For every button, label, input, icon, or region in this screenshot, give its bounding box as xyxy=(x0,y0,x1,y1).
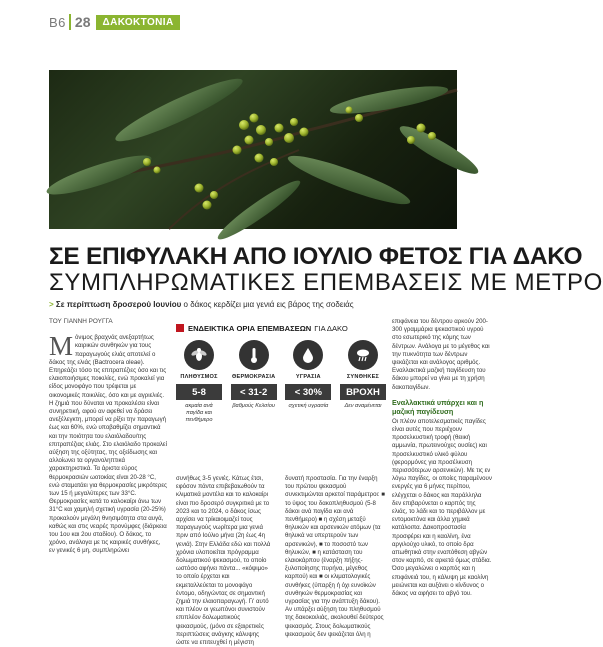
section-tag xyxy=(49,14,180,30)
column-1-text: όνιμος βραχνάς ανεξαρτήτως καιρικών συνθηκών για τους παραγωγούς ελιάς αποτελεί ο δάκος της ελιάς (Bactrocera oleae). Επηρεάζει τόσο τις επιτραπέζιες όσο και τις ελαιοποιήσιμες ποικιλίες, ενώ προκαλεί για είδος μονοφάγο που τρέφεται με οικονομικές ποικιλίες, όσο και με αγριελιές. Η ζημιά που δύναται να προκαλέσει είναι συνηρετική, αφού αν αφεθεί να δράσει ανεξέλεγκτη, μπορεί να ρίξει την παραγωγή έως και 60%, ενώ υποβαθμίζει σημαντικά και την ποιότητα του ελαιόλαδου/της επιτραπέζιας ελιάς. Στο ελαιόλαδο προκαλεί αύξηση της οξύτητας, της οξείδωσης και αλλοίωνει τα οργανοληπτικά χαρακτηριστικά. Τα άριστα εύρος θερμοκρασιών ωοτοκίας είναι 20-28 °C, ενώ σταματάει για θερμοκρασίες μικρότερες των 15 ή μεγαλύτερες των 33°C. Θερμοκρασίες κατά το καλοκαίρι άνω των 31°C και χαμηλή σχετική υγρασία (20-25%) προκαλούν μεγάλη θνησιμότητα στα αυγά, καθώς και στις νεαρές προνύμφες (διάρκεια του 1ου και 2ου σταδίου). Ο δάκος, το χρόνο, ανάλογα με τις καιρικές συνθήκες, εν γενικές 6 μη, συμπληρώνει xyxy=(49,334,167,555)
fly-icon xyxy=(184,340,214,370)
lead-text xyxy=(49,300,354,309)
humidity-icon xyxy=(293,340,323,370)
article-column-4 xyxy=(392,318,492,598)
section-name: ΔΑΚΟΚΤΟΝΙΑ xyxy=(96,15,179,30)
infobox-title-bold: ΕΝΔΕΙΚΤΙΚΑ ΟΡΙΑ ΕΠΕΜΒΑΣΕΩΝ xyxy=(188,323,312,333)
subheading: Εναλλακτικά υπάρχει και η μαζική παγίδευση xyxy=(392,397,484,416)
infobox-title-rest: ΓΙΑ ΔΑΚΟ xyxy=(314,323,348,333)
indicator-row xyxy=(176,340,386,424)
article-column-2 xyxy=(176,475,271,647)
indicator-humidity xyxy=(285,340,331,424)
indicator-value: 5-8 xyxy=(176,384,222,400)
indicator-note: βαθμούς Κελσίου xyxy=(232,403,275,409)
headline-sub: ΣΥΜΠΛΗΡΩΜΑΤΙΚΕΣ ΕΠΕΜΒΑΣΕΙΣ ΜΕ ΜΕΤΡΟ xyxy=(49,269,603,296)
title-marker xyxy=(176,324,184,332)
thermometer-icon xyxy=(239,340,269,370)
indicator-conditions xyxy=(340,340,386,424)
indicator-label: ΥΓΡΑΣΙΑ xyxy=(295,374,321,380)
dropcap: Μ xyxy=(49,331,74,362)
page-header xyxy=(0,0,500,42)
column-4-text-b: Οι πλέον αποτελεσματικές παγίδες είναι αυτές που περιέχουν προσελκυστική τροφή (θειική αμμωνία, πρωτεινούχες ουσίες) και προσελκυστικό υλικό φύλου (φερορμόνες για προσέλκυση περισσότερων αρσενικών). Με τις εν λόγω παγίδες, οι οποίες παραμένουν ενεργές για 6 μήνες περίπου, ελέγχεται ο δάκος και παράλληλα δεν επιβαρύνεται ο καρπός της ελιάς, το λάδι και το περιβάλλον με εντομοκτόνα και άλλα χημικά κατάλοιπα. Δακοπροστασία προσφέρει και η καολίνη, ένα αργιλούχο υλικό, το οποίο δρα απωθητικά στην εναπόθεση αβγών στον καρπό, σε αρκετά όμως στάδια. Όσο μεγαλώνει ο καρπός και η επιφάνειά του, η κάλυψη με καολίνη μειώνεται και αυξάνει ο κίνδυνος ο δάκος να αφήσει το αβγό του. xyxy=(392,417,492,598)
page-number: 28 xyxy=(69,14,91,30)
lead-rest: ο δάκος κερδίζει μια γενιά εις βάρος της σοδειάς xyxy=(181,300,354,309)
indicator-note: ακμαία ανά παγίδα και πενθήμερο xyxy=(185,403,213,423)
indicator-temperature xyxy=(231,340,277,424)
indicator-label: ΠΛΗΘΥΣΜΟΣ xyxy=(180,374,218,380)
indicator-note: Δεν αναμένεται xyxy=(344,403,382,409)
lead-bold: Σε περίπτωση δροσερού Ιουνίου xyxy=(55,300,182,309)
indicator-note: σχετική υγρασία xyxy=(288,403,329,409)
indicator-population xyxy=(176,340,222,424)
byline: ΤΟΥ ΓΙΑΝΝΗ ΡΟΥΓΓΑ xyxy=(49,318,113,325)
indicator-value: < 30% xyxy=(285,384,331,400)
indicator-value: < 31-2 xyxy=(231,384,277,400)
headline-main: ΣΕ ΕΠΙΦΥΛΑΚΗ ΑΠΟ ΙΟΥΛΙΟ ΦΕΤΟΣ ΓΙΑ ΔΑΚΟ xyxy=(49,243,583,270)
olive-branch-illustration xyxy=(49,70,457,229)
infobox-title xyxy=(176,322,386,334)
lead-marker: > xyxy=(49,300,54,309)
column-2-text: συνήθως 3-5 γενιές. Κάτως έτσι, εφόσον πάντα επιβεβαιωθούν τα κλιματικά μοντέλα και το καλοκαίρι είναι πιο δροσερό συγκριτικά με το 2023 και το 2024, ο δάκος ίσως αρχίσει να τρίκαιοιμαζεί τους παραγωγούς νωρίτερα μια γενιά πριν από Ιούλιο μήνα (2η έως 4η γενιά). Στην Ελλάδα εδώ και πολλά χρόνια υλοποιείται πρόγραμμα δολωματικού ψεκασμού, το οποίο ωστόσο αφήνει πάντα... «κόψιμο» το οποίο έρχεται και εκμεταλλεύεται το μονοφάγο έντομο, οδηγώντας σε σημαντική ζημιά την ελαιοπαραγωγή. Γι' αυτό και πλέον οι γεωπόνοι συνιστούν επιπλέον δολωματικούς ψεκασμούς, (μόνο σε εξαιρετικές περιπτώσεις ανάγκης κάλυψης ώστε να επιτευχθεί η μέγιστη xyxy=(176,475,271,647)
indicator-label: ΘΕΡΜΟΚΡΑΣΙΑ xyxy=(231,374,276,380)
headline xyxy=(49,243,603,296)
rain-icon xyxy=(348,340,378,370)
indicator-value: ΒΡΟΧΗ xyxy=(340,384,386,400)
article-column-3 xyxy=(285,475,385,639)
indicator-label: ΣΥΝΘΗΚΕΣ xyxy=(346,374,380,380)
column-4-text-a: επιφάνεια του δέντρου αρκούν 200-300 γραμμάρια ψεκαστικού υγρού στο εσωτερικό της κόμης των δέντρων. Ανάλογα με το μέγεθος και την πυκνότητα των δέντρων ψεκάζεται και ανάλογος αριθμός. Εναλλακτικά μαζική παγίδευση του δάκου μπορεί να γίνει με τη χρήση δακοπαγίδων. xyxy=(392,318,490,391)
page-ref: B6 xyxy=(49,14,66,30)
intervention-limits-box xyxy=(176,322,386,472)
article-column-1 xyxy=(49,318,167,556)
olive-branch-photo xyxy=(49,70,457,229)
column-3-text: δυνατή προστασία. Για την έναρξη του πρώτου ψεκασμού συνεκτιμώνται αρκετοί παράμετροι: ■ το ύψος του δακοπληθυσμού (5-8 δάκοι ανά παγίδα και ανά πενθήμερο) ■ η σχέση μεταξύ θηλυκών και αρσενικών ατόμων (τα θηλυκά να υπερτερούν των αρσενικών), ■ το ποσοστό των θηλυκών, ■ η κατάσταση του ελαιοκάρπου (έναρξη πήξης-ξυλοποίησης πυρήνα, μέγεθος καρπού) και ■ οι κλιματολογικές συνθήκες (ύπαρξη ή όχι ευνοϊκών συνθηκών θερμοκρασίας και υγρασίας για την ανάπτυξη δάκου). Αν υπάρξει αύξηση του πληθυσμού της δακοκοιλιάς, ακολουθεί δεύτερος ψεκασμός. Στους δολωματικούς ψεκασμούς δεν ψεκάζεται όλη η xyxy=(285,475,385,638)
